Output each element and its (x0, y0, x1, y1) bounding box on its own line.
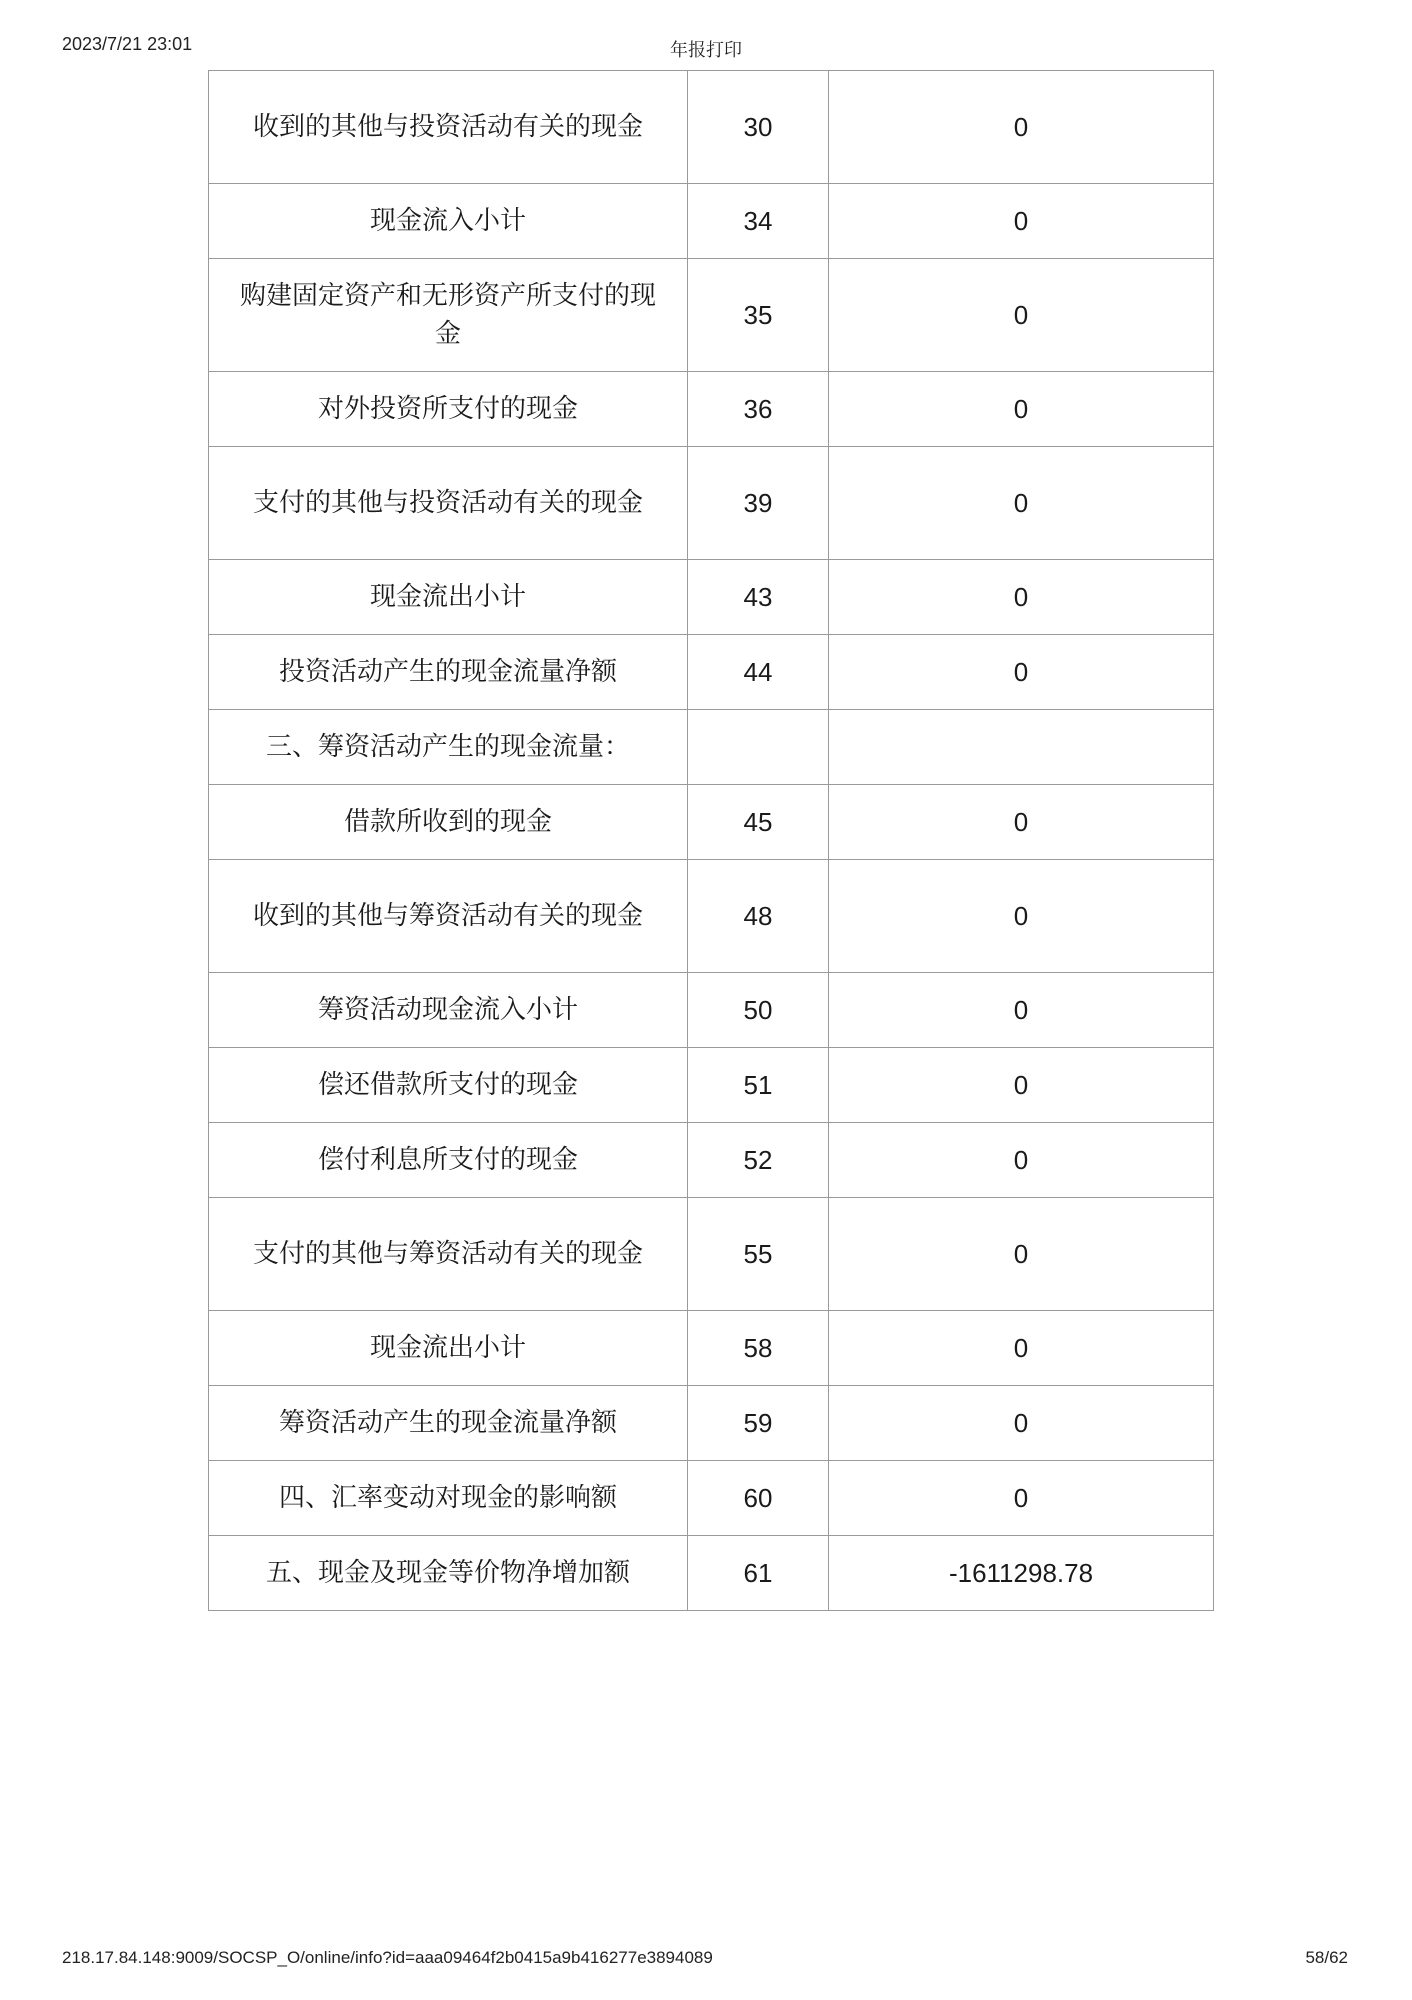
item-cell: 筹资活动现金流入小计 (209, 973, 688, 1048)
item-cell: 筹资活动产生的现金流量净额 (209, 1386, 688, 1461)
item-cell: 投资活动产生的现金流量净额 (209, 635, 688, 710)
amount-cell: 0 (829, 71, 1214, 184)
amount-cell (829, 710, 1214, 785)
amount-cell: 0 (829, 1311, 1214, 1386)
line-number-cell: 30 (688, 71, 829, 184)
table-row (209, 447, 1214, 560)
item-cell: 现金流出小计 (209, 1311, 688, 1386)
line-number-cell: 60 (688, 1461, 829, 1536)
amount-cell: 0 (829, 973, 1214, 1048)
table-row (209, 785, 1214, 860)
amount-cell: 0 (829, 785, 1214, 860)
line-number-cell: 61 (688, 1536, 829, 1611)
table-row (209, 184, 1214, 259)
amount-cell: 0 (829, 1198, 1214, 1311)
section-heading-row (209, 710, 1214, 785)
table-row (209, 973, 1214, 1048)
item-cell: 收到的其他与筹资活动有关的现金 (209, 860, 688, 973)
item-cell: 四、汇率变动对现金的影响额 (209, 1461, 688, 1536)
line-number-cell: 44 (688, 635, 829, 710)
table-row (209, 259, 1214, 372)
line-number-cell: 39 (688, 447, 829, 560)
table-row (209, 560, 1214, 635)
line-number-cell: 34 (688, 184, 829, 259)
line-number-cell: 50 (688, 973, 829, 1048)
table-row (209, 372, 1214, 447)
amount-cell: 0 (829, 635, 1214, 710)
print-datetime: 2023/7/21 23:01 (62, 34, 193, 54)
item-cell: 对外投资所支付的现金 (209, 372, 688, 447)
item-cell: 现金流出小计 (209, 560, 688, 635)
line-number-cell: 59 (688, 1386, 829, 1461)
amount-cell: 0 (829, 560, 1214, 635)
page-header-title: 年报打印 (670, 40, 742, 61)
item-cell: 现金流入小计 (209, 184, 688, 259)
amount-cell: 0 (829, 1123, 1214, 1198)
amount-cell: 0 (829, 1461, 1214, 1536)
item-cell: 购建固定资产和无形资产所支付的现金 (209, 259, 688, 372)
page-url: 218.17.84.148:9009/SOCSP_O/online/info?id=aaa09464f2b0415a9b416277e3894089 (62, 1948, 713, 1967)
amount-cell: 0 (829, 372, 1214, 447)
table-row (209, 635, 1214, 710)
item-cell: 支付的其他与筹资活动有关的现金 (209, 1198, 688, 1311)
cash-flow-table (208, 70, 1214, 1611)
item-cell: 借款所收到的现金 (209, 785, 688, 860)
line-number-cell: 35 (688, 259, 829, 372)
page-number: 58/62 (1305, 1948, 1348, 1967)
line-number-cell: 52 (688, 1123, 829, 1198)
table-row (209, 1536, 1214, 1611)
amount-cell: 0 (829, 447, 1214, 560)
line-number-cell: 51 (688, 1048, 829, 1123)
line-number-cell: 48 (688, 860, 829, 973)
table-row (209, 860, 1214, 973)
line-number-cell (688, 710, 829, 785)
line-number-cell: 55 (688, 1198, 829, 1311)
amount-cell: 0 (829, 184, 1214, 259)
section-heading-cell: 三、筹资活动产生的现金流量： (209, 710, 688, 785)
item-cell: 偿还借款所支付的现金 (209, 1048, 688, 1123)
amount-cell: 0 (829, 1386, 1214, 1461)
table-row (209, 1311, 1214, 1386)
item-cell: 收到的其他与投资活动有关的现金 (209, 71, 688, 184)
line-number-cell: 45 (688, 785, 829, 860)
line-number-cell: 36 (688, 372, 829, 447)
table-row (209, 1048, 1214, 1123)
line-number-cell: 58 (688, 1311, 829, 1386)
item-cell: 五、现金及现金等价物净增加额 (209, 1536, 688, 1611)
table-row (209, 1198, 1214, 1311)
amount-cell: -1611298.78 (829, 1536, 1214, 1611)
table-row (209, 1461, 1214, 1536)
item-cell: 偿付利息所支付的现金 (209, 1123, 688, 1198)
line-number-cell: 43 (688, 560, 829, 635)
table-row (209, 1386, 1214, 1461)
amount-cell: 0 (829, 860, 1214, 973)
amount-cell: 0 (829, 259, 1214, 372)
item-cell: 支付的其他与投资活动有关的现金 (209, 447, 688, 560)
amount-cell: 0 (829, 1048, 1214, 1123)
table-row (209, 1123, 1214, 1198)
table-row (209, 71, 1214, 184)
